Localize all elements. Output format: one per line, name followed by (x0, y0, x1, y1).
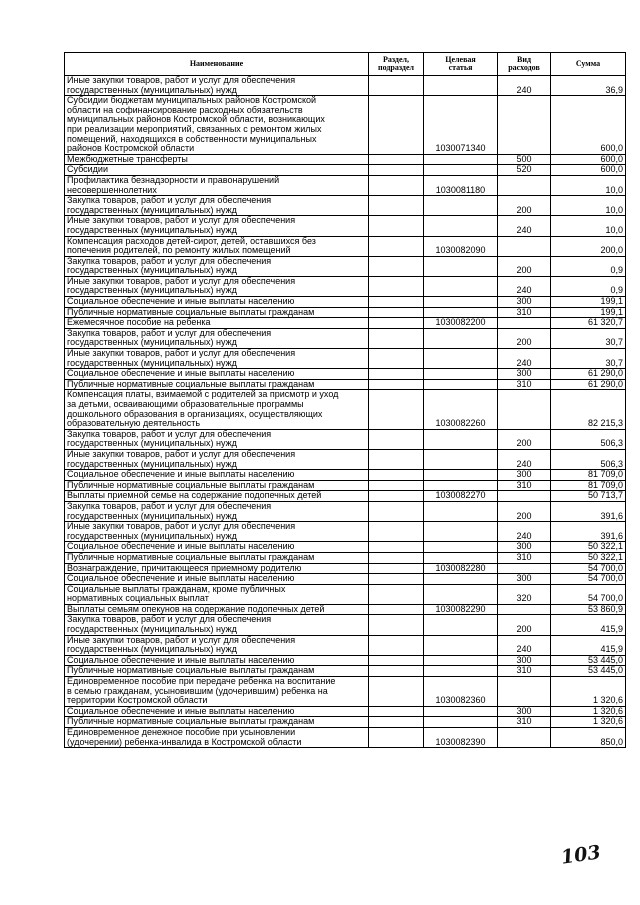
table-row (65, 369, 626, 380)
cell-target (424, 379, 498, 390)
cell-expense-type (498, 677, 551, 707)
table-row (65, 470, 626, 481)
cell-target: 1030082280 (424, 563, 498, 574)
cell-section (369, 501, 424, 521)
table-row (65, 666, 626, 677)
cell-section (369, 390, 424, 429)
cell-expense-type: 240 (498, 635, 551, 655)
cell-section (369, 666, 424, 677)
cell-expense-type: 520 (498, 165, 551, 176)
table-row (65, 615, 626, 635)
table-row (65, 563, 626, 574)
cell-section (369, 728, 424, 748)
cell-target (424, 154, 498, 165)
table-row (65, 196, 626, 216)
cell-name: Социальные выплаты гражданам, кроме публичных нормативных социальных выплат (65, 584, 369, 604)
cell-sum: 30,7 (551, 328, 626, 348)
cell-sum: 54 700,0 (551, 584, 626, 604)
cell-expense-type (498, 604, 551, 615)
cell-name: Ежемесячное пособие на ребенка (65, 318, 369, 329)
cell-expense-type (498, 491, 551, 502)
cell-expense-type (498, 96, 551, 155)
cell-section (369, 236, 424, 256)
cell-sum: 850,0 (551, 728, 626, 748)
table-header (65, 53, 626, 76)
cell-section (369, 96, 424, 155)
cell-expense-type (498, 728, 551, 748)
cell-name: Публичные нормативные социальные выплаты гражданам (65, 480, 369, 491)
cell-target: 1030082290 (424, 604, 498, 615)
table-row (65, 154, 626, 165)
table-row (65, 542, 626, 553)
cell-expense-type (498, 175, 551, 195)
cell-name: Социальное обеспечение и иные выплаты населению (65, 542, 369, 553)
cell-section (369, 522, 424, 542)
table-row (65, 552, 626, 563)
cell-expense-type: 300 (498, 574, 551, 585)
cell-target: 1030082200 (424, 318, 498, 329)
cell-sum: 506,3 (551, 429, 626, 449)
cell-target: 1030081180 (424, 175, 498, 195)
header-target: Целевая статья (424, 53, 498, 76)
table-row (65, 728, 626, 748)
cell-target (424, 429, 498, 449)
cell-sum: 61 290,0 (551, 369, 626, 380)
cell-expense-type: 240 (498, 449, 551, 469)
table-row (65, 717, 626, 728)
cell-section (369, 175, 424, 195)
table-row (65, 449, 626, 469)
budget-table (64, 52, 626, 748)
cell-target (424, 522, 498, 542)
table-row (65, 276, 626, 296)
cell-sum: 36,9 (551, 76, 626, 96)
table-row (65, 706, 626, 717)
cell-sum: 53 860,9 (551, 604, 626, 615)
cell-section (369, 635, 424, 655)
cell-expense-type (498, 390, 551, 429)
cell-name: Вознаграждение, причитающееся приемному родителю (65, 563, 369, 574)
cell-name: Единовременное пособие при передаче ребенка на воспитание в семью гражданам, усыновившим (удочерившим) ребенка на территории Костромской области (65, 677, 369, 707)
table-row (65, 429, 626, 449)
cell-expense-type: 300 (498, 542, 551, 553)
cell-name: Компенсация расходов детей-сирот, детей, оставшихся без попечения родителей, по ремонту жилых помещений (65, 236, 369, 256)
cell-name: Выплаты приемной семье на содержание подопечных детей (65, 491, 369, 502)
cell-target: 1030082360 (424, 677, 498, 707)
cell-name: Публичные нормативные социальные выплаты гражданам (65, 717, 369, 728)
table-row (65, 522, 626, 542)
cell-section (369, 369, 424, 380)
cell-sum: 54 700,0 (551, 563, 626, 574)
cell-sum: 506,3 (551, 449, 626, 469)
cell-target (424, 349, 498, 369)
page-number: 103 (559, 841, 603, 869)
cell-target: 1030082390 (424, 728, 498, 748)
cell-target: 1030082270 (424, 491, 498, 502)
table-row (65, 76, 626, 96)
cell-section (369, 655, 424, 666)
header-row (65, 53, 626, 76)
cell-expense-type: 310 (498, 480, 551, 491)
cell-sum: 50 713,7 (551, 491, 626, 502)
cell-target: 1030082260 (424, 390, 498, 429)
cell-target (424, 717, 498, 728)
cell-name: Публичные нормативные социальные выплаты гражданам (65, 307, 369, 318)
cell-name: Выплаты семьям опекунов на содержание подопечных детей (65, 604, 369, 615)
table-row (65, 379, 626, 390)
cell-section (369, 449, 424, 469)
cell-section (369, 574, 424, 585)
cell-expense-type: 310 (498, 307, 551, 318)
cell-expense-type: 240 (498, 216, 551, 236)
cell-sum: 1 320,6 (551, 677, 626, 707)
cell-expense-type: 200 (498, 615, 551, 635)
cell-expense-type (498, 563, 551, 574)
cell-target (424, 655, 498, 666)
table-row (65, 256, 626, 276)
cell-name: Публичные нормативные социальные выплаты гражданам (65, 379, 369, 390)
cell-name: Иные закупки товаров, работ и услуг для обеспечения государственных (муниципальных) нужд (65, 522, 369, 542)
cell-sum: 415,9 (551, 635, 626, 655)
cell-target (424, 449, 498, 469)
cell-section (369, 491, 424, 502)
cell-sum: 54 700,0 (551, 574, 626, 585)
table-row (65, 318, 626, 329)
cell-name: Закупка товаров, работ и услуг для обеспечения государственных (муниципальных) нужд (65, 429, 369, 449)
cell-section (369, 563, 424, 574)
cell-sum: 600,0 (551, 96, 626, 155)
cell-expense-type: 200 (498, 256, 551, 276)
cell-section (369, 196, 424, 216)
cell-target (424, 165, 498, 176)
cell-expense-type: 310 (498, 379, 551, 390)
cell-target (424, 470, 498, 481)
table-row (65, 677, 626, 707)
cell-sum: 81 709,0 (551, 470, 626, 481)
cell-name: Социальное обеспечение и иные выплаты населению (65, 655, 369, 666)
cell-sum: 53 445,0 (551, 655, 626, 666)
cell-target (424, 256, 498, 276)
cell-sum: 10,0 (551, 175, 626, 195)
table-row (65, 480, 626, 491)
cell-target (424, 574, 498, 585)
cell-sum: 1 320,6 (551, 706, 626, 717)
cell-sum: 0,9 (551, 276, 626, 296)
cell-expense-type: 200 (498, 501, 551, 521)
cell-section (369, 379, 424, 390)
cell-expense-type: 310 (498, 717, 551, 728)
cell-name: Социальное обеспечение и иные выплаты населению (65, 297, 369, 308)
cell-expense-type: 240 (498, 276, 551, 296)
cell-section (369, 307, 424, 318)
header-section: Раздел, подраздел (369, 53, 424, 76)
header-sum: Сумма (551, 53, 626, 76)
cell-target (424, 666, 498, 677)
cell-target (424, 328, 498, 348)
table-row (65, 574, 626, 585)
table-row (65, 349, 626, 369)
cell-target (424, 480, 498, 491)
table-row (65, 165, 626, 176)
cell-sum: 10,0 (551, 216, 626, 236)
cell-section (369, 706, 424, 717)
cell-name: Социальное обеспечение и иные выплаты населению (65, 574, 369, 585)
table-row (65, 635, 626, 655)
cell-expense-type: 200 (498, 328, 551, 348)
cell-name: Иные закупки товаров, работ и услуг для обеспечения государственных (муниципальных) нужд (65, 349, 369, 369)
cell-target (424, 369, 498, 380)
cell-expense-type: 300 (498, 706, 551, 717)
cell-name: Межбюджетные трансферты (65, 154, 369, 165)
cell-name: Закупка товаров, работ и услуг для обеспечения государственных (муниципальных) нужд (65, 328, 369, 348)
cell-sum: 600,0 (551, 154, 626, 165)
cell-target (424, 297, 498, 308)
cell-expense-type: 300 (498, 297, 551, 308)
table-row (65, 307, 626, 318)
header-expense-type: Вид расходов (498, 53, 551, 76)
cell-section (369, 552, 424, 563)
cell-expense-type: 310 (498, 552, 551, 563)
cell-name: Закупка товаров, работ и услуг для обеспечения государственных (муниципальных) нужд (65, 615, 369, 635)
cell-section (369, 604, 424, 615)
cell-section (369, 165, 424, 176)
cell-expense-type: 200 (498, 429, 551, 449)
cell-sum: 391,6 (551, 501, 626, 521)
cell-section (369, 256, 424, 276)
cell-section (369, 76, 424, 96)
cell-target (424, 542, 498, 553)
cell-sum: 30,7 (551, 349, 626, 369)
cell-name: Субсидии (65, 165, 369, 176)
cell-expense-type: 240 (498, 522, 551, 542)
cell-target (424, 196, 498, 216)
cell-expense-type: 300 (498, 655, 551, 666)
cell-sum: 199,1 (551, 307, 626, 318)
cell-name: Закупка товаров, работ и услуг для обеспечения государственных (муниципальных) нужд (65, 196, 369, 216)
cell-section (369, 480, 424, 491)
table-row (65, 501, 626, 521)
cell-expense-type: 300 (498, 470, 551, 481)
cell-sum: 50 322,1 (551, 552, 626, 563)
table-body (65, 76, 626, 748)
cell-sum: 600,0 (551, 165, 626, 176)
table-row (65, 175, 626, 195)
cell-expense-type: 310 (498, 666, 551, 677)
cell-section (369, 154, 424, 165)
cell-sum: 61 290,0 (551, 379, 626, 390)
cell-section (369, 349, 424, 369)
cell-sum: 391,6 (551, 522, 626, 542)
table-row (65, 216, 626, 236)
cell-name: Иные закупки товаров, работ и услуг для обеспечения государственных (муниципальных) нужд (65, 76, 369, 96)
cell-target (424, 501, 498, 521)
table-row (65, 604, 626, 615)
cell-name: Социальное обеспечение и иные выплаты населению (65, 369, 369, 380)
cell-expense-type: 300 (498, 369, 551, 380)
table-row (65, 96, 626, 155)
cell-name: Иные закупки товаров, работ и услуг для обеспечения государственных (муниципальных) нужд (65, 276, 369, 296)
cell-sum: 0,9 (551, 256, 626, 276)
cell-section (369, 615, 424, 635)
cell-name: Закупка товаров, работ и услуг для обеспечения государственных (муниципальных) нужд (65, 501, 369, 521)
cell-name: Профилактика безнадзорности и правонарушений несовершеннолетних (65, 175, 369, 195)
cell-sum: 10,0 (551, 196, 626, 216)
cell-section (369, 470, 424, 481)
cell-sum: 61 320,7 (551, 318, 626, 329)
table-row (65, 655, 626, 666)
cell-sum: 82 215,3 (551, 390, 626, 429)
cell-section (369, 717, 424, 728)
cell-expense-type: 200 (498, 196, 551, 216)
cell-expense-type: 240 (498, 349, 551, 369)
cell-section (369, 297, 424, 308)
cell-section (369, 677, 424, 707)
cell-target (424, 635, 498, 655)
cell-target (424, 584, 498, 604)
cell-target (424, 76, 498, 96)
table-row (65, 390, 626, 429)
table-row (65, 584, 626, 604)
cell-name: Публичные нормативные социальные выплаты гражданам (65, 666, 369, 677)
cell-target (424, 216, 498, 236)
table-row (65, 297, 626, 308)
cell-section (369, 276, 424, 296)
cell-section (369, 542, 424, 553)
cell-target (424, 552, 498, 563)
cell-expense-type: 320 (498, 584, 551, 604)
cell-section (369, 318, 424, 329)
cell-name: Социальное обеспечение и иные выплаты населению (65, 706, 369, 717)
cell-name: Иные закупки товаров, работ и услуг для обеспечения государственных (муниципальных) нужд (65, 635, 369, 655)
cell-sum: 1 320,6 (551, 717, 626, 728)
cell-section (369, 216, 424, 236)
cell-expense-type: 500 (498, 154, 551, 165)
cell-sum: 200,0 (551, 236, 626, 256)
cell-name: Субсидии бюджетам муниципальных районов Костромской области на софинансирование расходных обязательств муниципальных районов Костромской области, возникающих при реализации мероприятий, связанных с ремонтом жилых помещений, находящихся в собственности муниципальных районов Костромской области (65, 96, 369, 155)
table-row (65, 491, 626, 502)
cell-name: Компенсация платы, взимаемой с родителей за присмотр и уход за детьми, осваивающими образовательные программы дошкольного образования в организациях, осуществляющих образовательную деятельность (65, 390, 369, 429)
cell-name: Публичные нормативные социальные выплаты гражданам (65, 552, 369, 563)
table-row (65, 328, 626, 348)
cell-section (369, 328, 424, 348)
cell-name: Закупка товаров, работ и услуг для обеспечения государственных (муниципальных) нужд (65, 256, 369, 276)
cell-target (424, 706, 498, 717)
cell-target (424, 276, 498, 296)
cell-sum: 53 445,0 (551, 666, 626, 677)
cell-expense-type: 240 (498, 76, 551, 96)
cell-name: Единовременное денежное пособие при усыновлении (удочерении) ребенка-инвалида в Костромской области (65, 728, 369, 748)
cell-target: 1030082090 (424, 236, 498, 256)
cell-expense-type (498, 236, 551, 256)
header-name: Наименование (65, 53, 369, 76)
cell-sum: 415,9 (551, 615, 626, 635)
cell-sum: 50 322,1 (551, 542, 626, 553)
cell-target (424, 615, 498, 635)
table-row (65, 236, 626, 256)
cell-sum: 81 709,0 (551, 480, 626, 491)
cell-name: Иные закупки товаров, работ и услуг для обеспечения государственных (муниципальных) нужд (65, 216, 369, 236)
cell-target (424, 307, 498, 318)
cell-expense-type (498, 318, 551, 329)
cell-section (369, 584, 424, 604)
cell-name: Иные закупки товаров, работ и услуг для обеспечения государственных (муниципальных) нужд (65, 449, 369, 469)
cell-section (369, 429, 424, 449)
cell-target: 1030071340 (424, 96, 498, 155)
cell-sum: 199,1 (551, 297, 626, 308)
cell-name: Социальное обеспечение и иные выплаты населению (65, 470, 369, 481)
